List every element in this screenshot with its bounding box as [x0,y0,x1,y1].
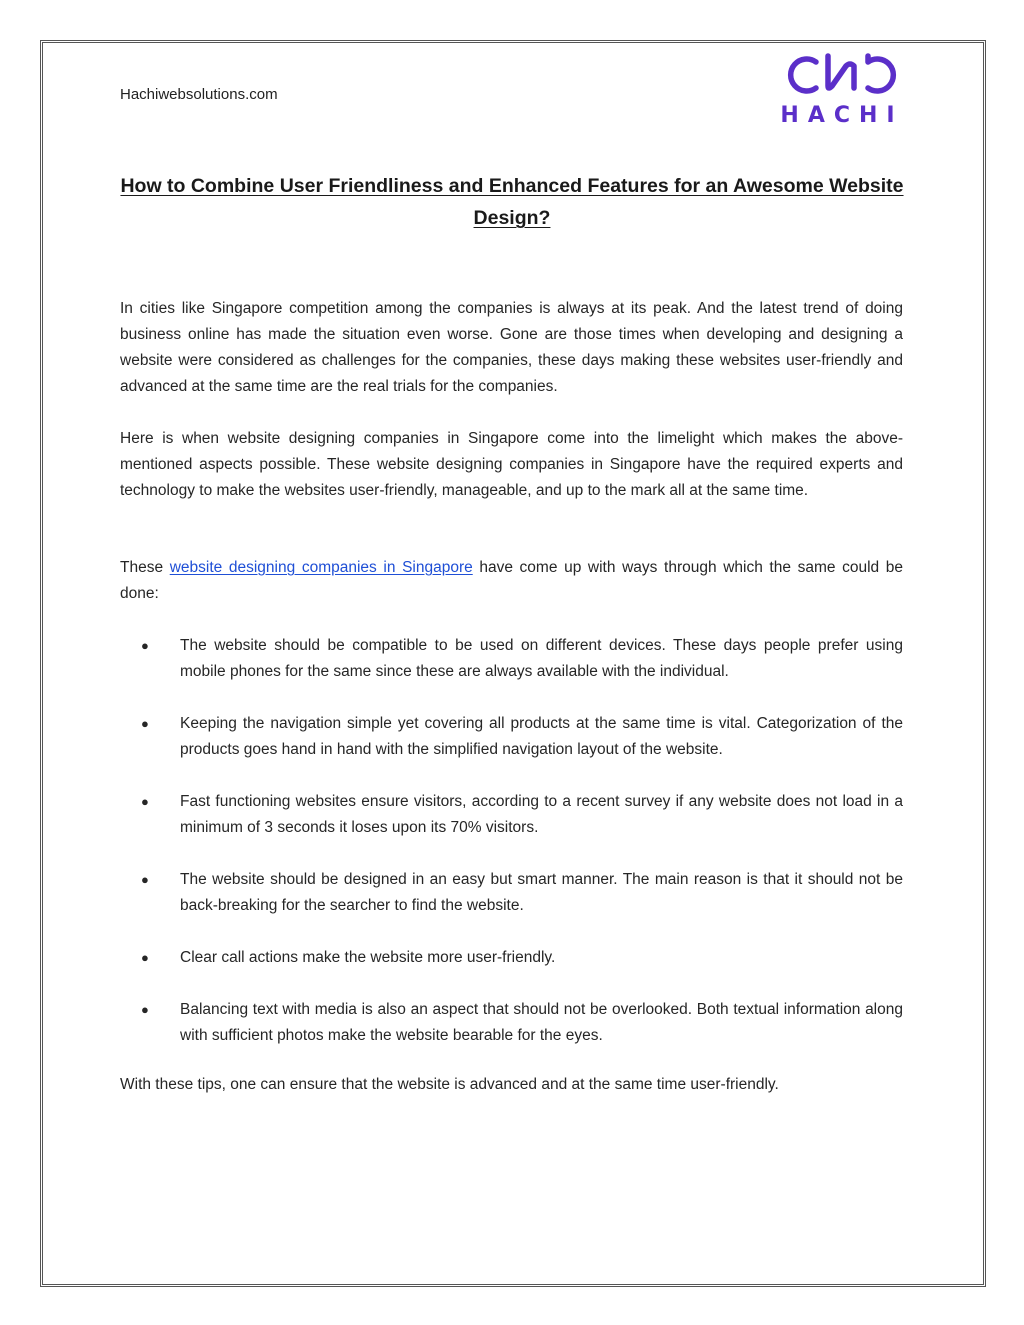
list-item [120,945,903,971]
paragraph-intro [120,555,903,607]
intro-before-link: These [120,559,164,576]
list-item-text: Keeping the navigation simple yet covering all products at the same time is vital. Categorization of the products goes hand in hand with the simplified navigation layout of the website. [180,715,903,758]
hachi-logo [776,52,908,126]
list-item [120,867,903,919]
hachi-logo-mark [776,52,908,126]
list-item [120,997,903,1049]
bullet-icon: ● [141,716,149,731]
bullet-icon: ● [141,950,149,965]
bullet-icon: ● [141,638,149,653]
list-item [120,633,903,685]
bullet-icon: ● [141,872,149,887]
tips-list [120,633,903,1075]
paragraph-2: Here is when website designing companies in Singapore come into the limelight which makes the above-mentioned aspects possible. These website designing companies in Singapore have the required experts and technology to make the websites user-friendly, manageable, and up to the mark all at the same time. [120,430,903,499]
intro-after-link: have come up with ways through which the same could be done: [120,559,903,602]
list-item [120,711,903,763]
logo-text: HACHI [780,103,904,126]
list-item-text: The website should be compatible to be used on different devices. These days people prefer using mobile phones for the same since these are always available with the individual. [180,637,903,680]
list-item [120,789,903,841]
list-item-text: The website should be designed in an easy but smart manner. The main reason is that it should not be back-breaking for the searcher to find the website. [180,871,903,914]
list-item-text: Clear call actions make the website more user-friendly. [180,949,556,966]
site-url: Hachiwebsolutions.com [120,86,278,103]
bullet-icon: ● [141,794,149,809]
closing-paragraph: With these tips, one can ensure that the website is advanced and at the same time user-friendly. [120,1076,779,1093]
page-title [120,170,904,234]
bullet-icon: ● [141,1002,149,1017]
list-item-text: Fast functioning websites ensure visitors, according to a recent survey if any website does not load in a minimum of 3 seconds it loses upon its 70% visitors. [180,793,903,836]
list-item-text: Balancing text with media is also an aspect that should not be overlooked. Both textual information along with sufficient photos make the website bearable for the eyes. [180,1001,903,1044]
singapore-companies-link[interactable]: website designing companies in Singapore [169,559,473,576]
paragraph-1: In cities like Singapore competition among the companies is always at its peak. And the latest trend of doing business online has made the situation even worse. Gone are those times when developing and designing a website were considered as challenges for the companies, these days making these websites user-friendly and advanced at the same time are the real trials for the companies. [120,300,903,395]
page-title-text: How to Combine User Friendliness and Enhanced Features for an Awesome Website Design? [120,175,904,229]
